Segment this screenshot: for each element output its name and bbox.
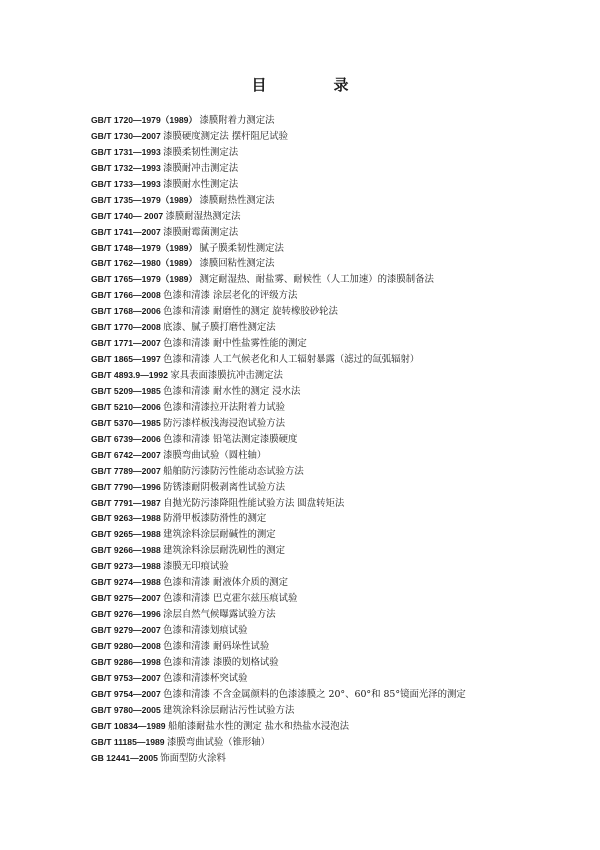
standard-code: GB/T 1741—2007 [91, 226, 161, 237]
standard-code: GB/T 9780—2005 [91, 704, 161, 715]
standard-title: 色漆和清漆 耐磨性的测定 旋转橡胶砂轮法 [163, 306, 338, 318]
standard-title: 建筑涂料涂层耐洗刷性的测定 [163, 545, 286, 557]
toc-entry [91, 209, 560, 225]
standard-code: GB/T 1720—1979（1989） [91, 115, 198, 125]
standard-code: GB/T 9265—1988 [91, 529, 161, 540]
standard-code: GB/T 1732—1993 [91, 162, 161, 173]
standard-title: 色漆和清漆杯突试验 [163, 672, 248, 684]
standard-title: 家具表面漆膜抗冲击测定法 [170, 370, 283, 381]
standard-title: 漆膜硬度测定法 摆杆阻尼试验 [163, 130, 289, 142]
standard-code: GB/T 7789—2007 [91, 465, 161, 476]
standard-code: GB/T 1733—1993 [91, 178, 161, 189]
toc-entry [91, 591, 560, 607]
standard-title: 色漆和清漆划痕试验 [163, 625, 248, 636]
standard-code: GB/T 7791—1987 [91, 497, 161, 508]
standard-code: GB/T 1740— 2007 [91, 210, 164, 221]
standard-title: 色漆和清漆 人工气候老化和人工辐射暴露（滤过的氙弧辐射） [163, 354, 420, 366]
standard-code: GB/T 9279—2007 [91, 625, 161, 635]
standard-code: GB/T 1762—1980（1989） [91, 258, 198, 269]
toc-entry [91, 256, 560, 272]
standard-code: GB/T 6739—2006 [91, 433, 161, 444]
standard-code: GB/T 1770—2008 [91, 322, 161, 333]
toc-entry [91, 193, 560, 209]
standard-title: 测定耐湿热、耐盐雾、耐候性（人工加速）的漆膜制备法 [199, 274, 434, 286]
toc-entry [91, 304, 560, 320]
standard-title: 色漆和清漆 铅笔法测定漆膜硬度 [163, 433, 298, 445]
standard-code: GB/T 1768—2006 [91, 306, 161, 317]
standard-code: GB/T 1731—1993 [91, 146, 161, 157]
standard-title: 防锈漆耐阴极剥离性试验方法 [163, 481, 286, 493]
standard-code: GB/T 1735—1979（1989） [91, 194, 198, 205]
standard-code: GB/T 9274—1988 [91, 577, 161, 588]
toc-entry [91, 623, 560, 639]
standard-title: 防污漆样板浅海浸泡试验方法 [163, 417, 286, 429]
standard-code: GB/T 5370—1985 [91, 417, 161, 428]
standard-code: GB/T 1730—2007 [91, 130, 161, 141]
standard-title: 底漆、腻子膜打磨性测定法 [163, 322, 276, 334]
standard-title: 色漆和清漆 耐液体介质的测定 [163, 577, 289, 589]
standard-code: GB/T 11185—1989 [91, 736, 165, 747]
toc-entry [91, 129, 560, 145]
toc-entry [91, 400, 560, 416]
toc-entry [91, 480, 560, 496]
toc-entry [91, 703, 560, 719]
standard-title: 色漆和清漆 涂层老化的评级方法 [163, 290, 298, 302]
standard-title: 饰面型防火涂料 [160, 752, 226, 764]
standard-title: 船舶漆耐盐水性的测定 盐水和热盐水浸泡法 [167, 720, 350, 732]
toc-entry [91, 352, 560, 368]
standard-title: 腻子膜柔韧性测定法 [199, 242, 284, 254]
table-of-contents [91, 113, 560, 766]
standard-title: 漆膜弯曲试验（锥形轴） [166, 736, 271, 748]
standard-title: 涂层自然气候曝露试验方法 [163, 609, 276, 621]
standard-title: 船舶防污漆防污性能动态试验方法 [163, 465, 304, 477]
standard-title: 漆膜无印痕试验 [163, 561, 229, 573]
toc-entry [91, 145, 560, 161]
standard-title: 漆膜耐水性测定法 [163, 178, 239, 190]
standard-title: 自抛光防污漆降阻性能试验方法 圆盘转矩法 [163, 497, 345, 509]
standard-title: 建筑涂料涂层耐碱性的测定 [163, 529, 276, 541]
standard-title: 漆膜回粘性测定法 [199, 258, 275, 270]
page-title: 目 录 [251, 76, 375, 94]
toc-entry [91, 719, 560, 735]
toc-entry [91, 448, 560, 464]
standard-code: GB/T 7790—1996 [91, 481, 161, 492]
standard-code: GB/T 6742—2007 [91, 449, 161, 460]
standard-title: 建筑涂料涂层耐沾污性试验方法 [163, 704, 295, 716]
toc-entry [91, 177, 560, 193]
toc-entry [91, 225, 560, 241]
standard-code: GB 12441—2005 [91, 752, 158, 763]
standard-title: 色漆和清漆 耐中性盐雾性能的测定 [163, 338, 307, 350]
toc-entry [91, 368, 560, 384]
standard-title: 色漆和清漆拉开法附着力试验 [163, 401, 286, 413]
standard-title: 色漆和清漆 耐码垛性试验 [163, 640, 270, 652]
toc-entry [91, 384, 560, 400]
standard-code: GB/T 9280—2008 [91, 640, 161, 651]
standard-code: GB/T 1748—1979（1989） [91, 242, 198, 253]
standard-title: 色漆和清漆 不含金属颜料的色漆漆膜之 20°、60°和 85°镜面光泽的测定 [163, 688, 466, 700]
toc-entry [91, 336, 560, 352]
toc-entry [91, 607, 560, 623]
standard-code: GB/T 5210—2006 [91, 401, 161, 412]
standard-code: GB/T 4893.9—1992 [91, 370, 168, 380]
standard-title: 漆膜耐热性测定法 [199, 194, 275, 206]
standard-title: 漆膜柔韧性测定法 [163, 146, 239, 158]
standard-title: 色漆和清漆 漆膜的划格试验 [163, 656, 279, 668]
toc-entry [91, 671, 560, 687]
toc-entry [91, 575, 560, 591]
standard-title: 色漆和清漆 耐水性的测定 浸水法 [163, 385, 301, 397]
toc-entry [91, 416, 560, 432]
standard-code: GB/T 9263—1988 [91, 513, 161, 524]
toc-entry [91, 687, 560, 703]
standard-code: GB/T 9266—1988 [91, 545, 161, 556]
standard-code: GB/T 9276—1996 [91, 609, 161, 620]
toc-entry [91, 639, 560, 655]
standard-title: 防滑甲板漆防滑性的测定 [163, 513, 267, 525]
toc-entry [91, 113, 560, 129]
standard-title: 漆膜附着力测定法 [199, 115, 275, 126]
toc-entry [91, 161, 560, 177]
toc-entry [91, 272, 560, 288]
standard-code: GB/T 10834—1989 [91, 720, 166, 731]
standard-code: GB/T 1865—1997 [91, 354, 161, 365]
standard-title: 色漆和清漆 巴克霍尔兹压痕试验 [163, 593, 298, 605]
toc-entry [91, 751, 560, 767]
toc-entry [91, 511, 560, 527]
toc-entry [91, 655, 560, 671]
toc-entry [91, 464, 560, 480]
toc-entry [91, 543, 560, 559]
standard-code: GB/T 9286—1998 [91, 656, 161, 667]
standard-code: GB/T 9275—2007 [91, 593, 161, 604]
toc-entry [91, 559, 560, 575]
standard-code: GB/T 1766—2008 [91, 290, 161, 301]
toc-entry [91, 527, 560, 543]
standard-code: GB/T 1771—2007 [91, 338, 161, 349]
standard-title: 漆膜耐湿热测定法 [165, 210, 241, 222]
toc-entry [91, 432, 560, 448]
toc-entry [91, 288, 560, 304]
standard-code: GB/T 9754—2007 [91, 688, 161, 699]
standard-code: GB/T 9753—2007 [91, 672, 161, 683]
standard-code: GB/T 5209—1985 [91, 385, 161, 396]
toc-entry [91, 320, 560, 336]
toc-entry [91, 241, 560, 257]
standard-code: GB/T 1765—1979（1989） [91, 274, 198, 285]
toc-entry [91, 735, 560, 751]
standard-title: 漆膜弯曲试验（圆柱轴） [163, 449, 267, 461]
standard-title: 漆膜耐冲击测定法 [163, 162, 239, 174]
standard-title: 漆膜耐霉菌测定法 [163, 226, 239, 238]
toc-entry [91, 496, 560, 512]
standard-code: GB/T 9273—1988 [91, 561, 161, 572]
